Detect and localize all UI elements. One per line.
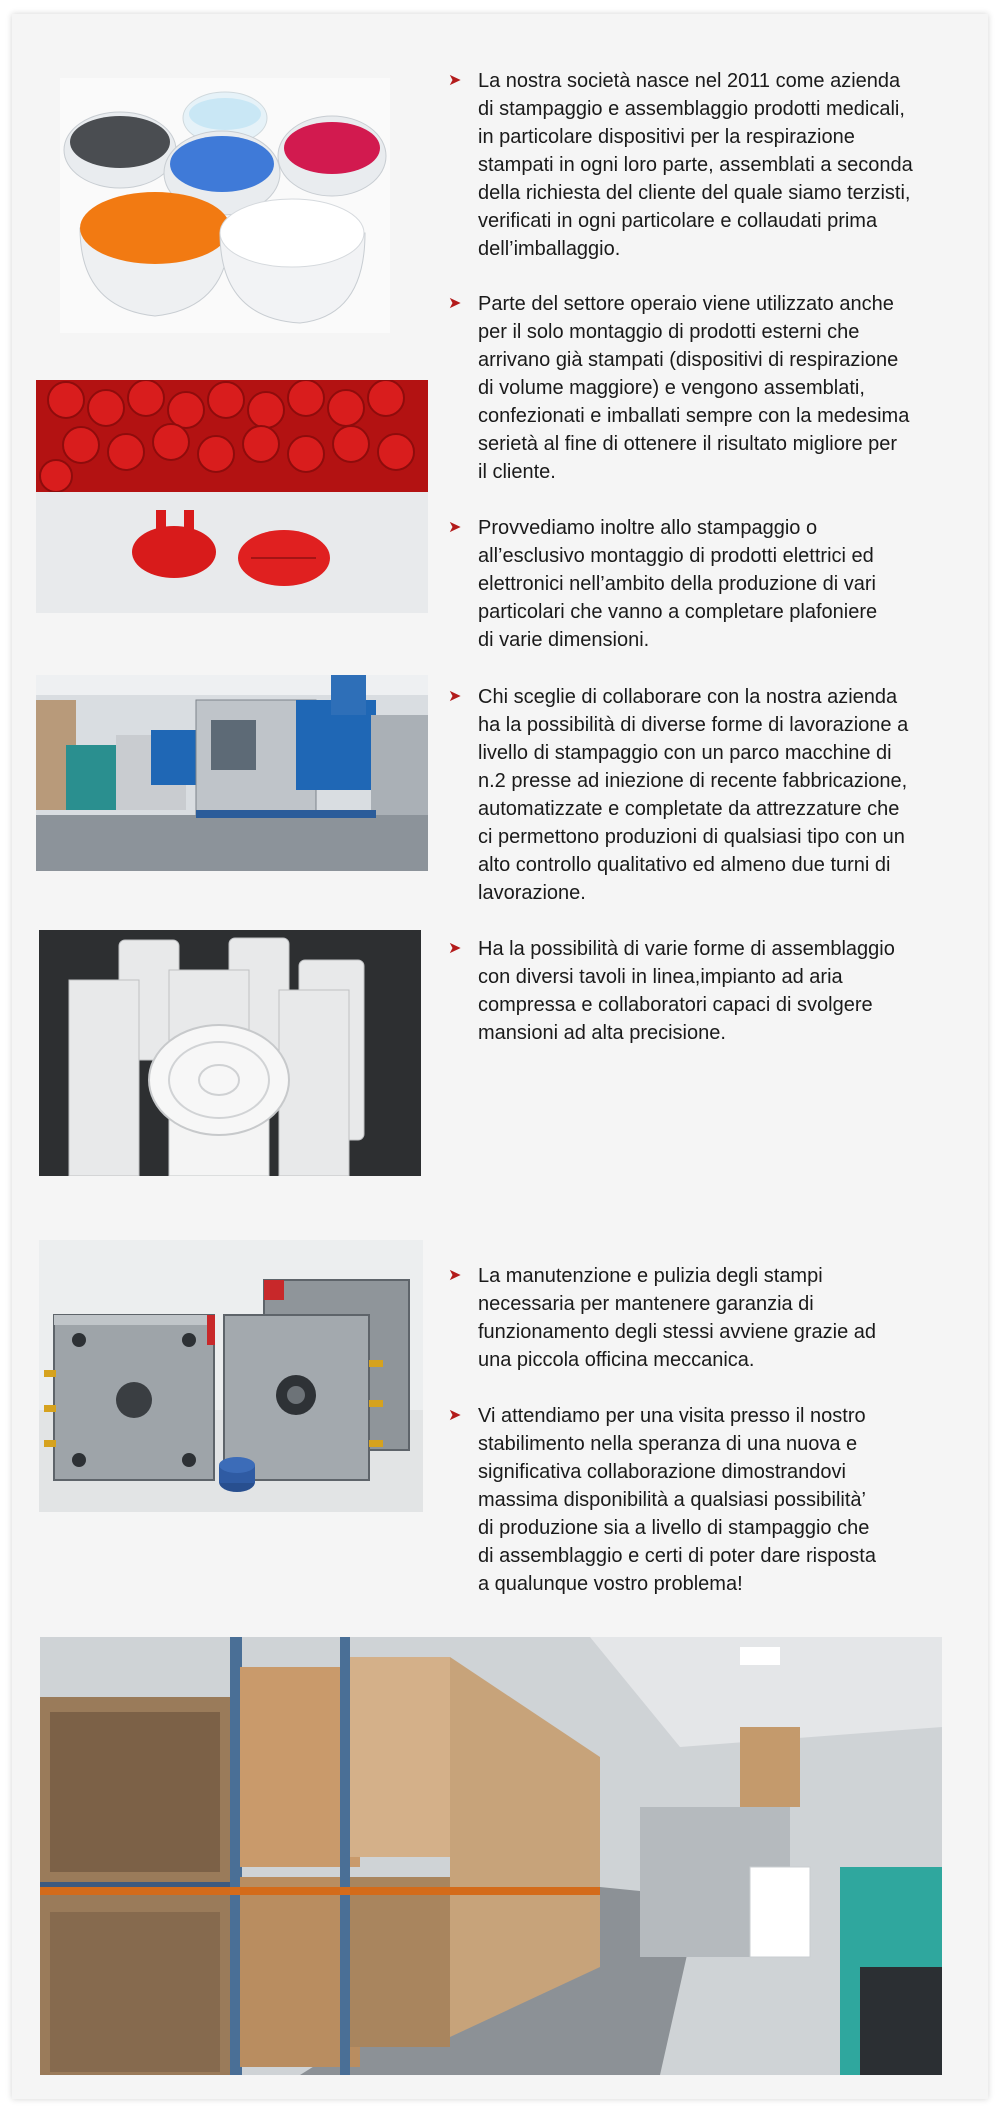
bullet-arrow-icon: ➤ bbox=[448, 295, 462, 312]
paragraph-assembly-external: ➤ Parte del settore operaio viene utilizzato anche per il solo montaggio di prodotti esterni che arrivano già stampati (dispositivi di respirazione di volume maggiore) e vengono assemblati, confezionati e imballati sempre con la medesima serietà al fine di ottenere il risultato migliore per il cliente. bbox=[478, 290, 978, 486]
bullet-arrow-icon: ➤ bbox=[448, 940, 462, 957]
paragraph-visit-invitation: ➤ Vi attendiamo per una visita presso il nostro stabilimento nella speranza di una nuova e significativa collaborazione dimostrandovi massima disponibilità a qualsiasi possibilità’ di produzione sia a livello di stampaggio che di assemblaggio e certi di poter dare risposta a qualunque vostro problema! bbox=[478, 1402, 978, 1598]
warehouse-photo bbox=[40, 1637, 942, 2075]
paragraph-electrical-products: ➤ Provvediamo inoltre allo stampaggio o all’esclusivo montaggio di prodotti elettrici ed elettronici nell’ambito della produzione di vari particolari che vanno a completare plafoniere di varie dimensioni. bbox=[478, 514, 978, 654]
paragraph-mold-maintenance: ➤ La manutenzione e pulizia degli stampi necessaria per mantenere garanzia di funzionamento degli stessi avviene grazie ad una piccola officina meccanica. bbox=[478, 1262, 978, 1374]
injection-machines-photo bbox=[36, 675, 428, 871]
paragraph-assembly-options: ➤ Ha la possibilità di varie forme di assemblaggio con diversi tavoli in linea,impianto ad aria compressa e collaboratori capaci di svolgere mansioni ad alta precisione. bbox=[478, 935, 978, 1047]
bullet-arrow-icon: ➤ bbox=[448, 72, 462, 89]
paragraph-company-founding: ➤ La nostra società nasce nel 2011 come azienda di stampaggio e assemblaggio prodotti medicali, in particolare dispositivi per la respirazione stampati in ogni loro parte, assemblati a seconda della richiesta del cliente del quale siamo terzisti, verificati in ogni particolare e collaudati prima dell’imballaggio. bbox=[478, 67, 978, 263]
bullet-arrow-icon: ➤ bbox=[448, 1407, 462, 1424]
steel-molds-photo bbox=[39, 1240, 423, 1512]
plastic-granules-photo bbox=[60, 78, 390, 333]
bullet-arrow-icon: ➤ bbox=[448, 519, 462, 536]
white-containers-photo bbox=[39, 930, 421, 1176]
bullet-arrow-icon: ➤ bbox=[448, 1267, 462, 1284]
red-caps-photo bbox=[36, 380, 428, 613]
bullet-arrow-icon: ➤ bbox=[448, 688, 462, 705]
paragraph-molding-machines: ➤ Chi sceglie di collaborare con la nostra azienda ha la possibilità di diverse forme di lavorazione a livello di stampaggio con un parco macchine di n.2 presse ad iniezione di recente fabbricazione, automatizzate e completate da attrezzature che ci permettono produzioni di qualsiasi tipo con un alto controllo qualitativo ed almeno due turni di lavorazione. bbox=[478, 683, 978, 907]
